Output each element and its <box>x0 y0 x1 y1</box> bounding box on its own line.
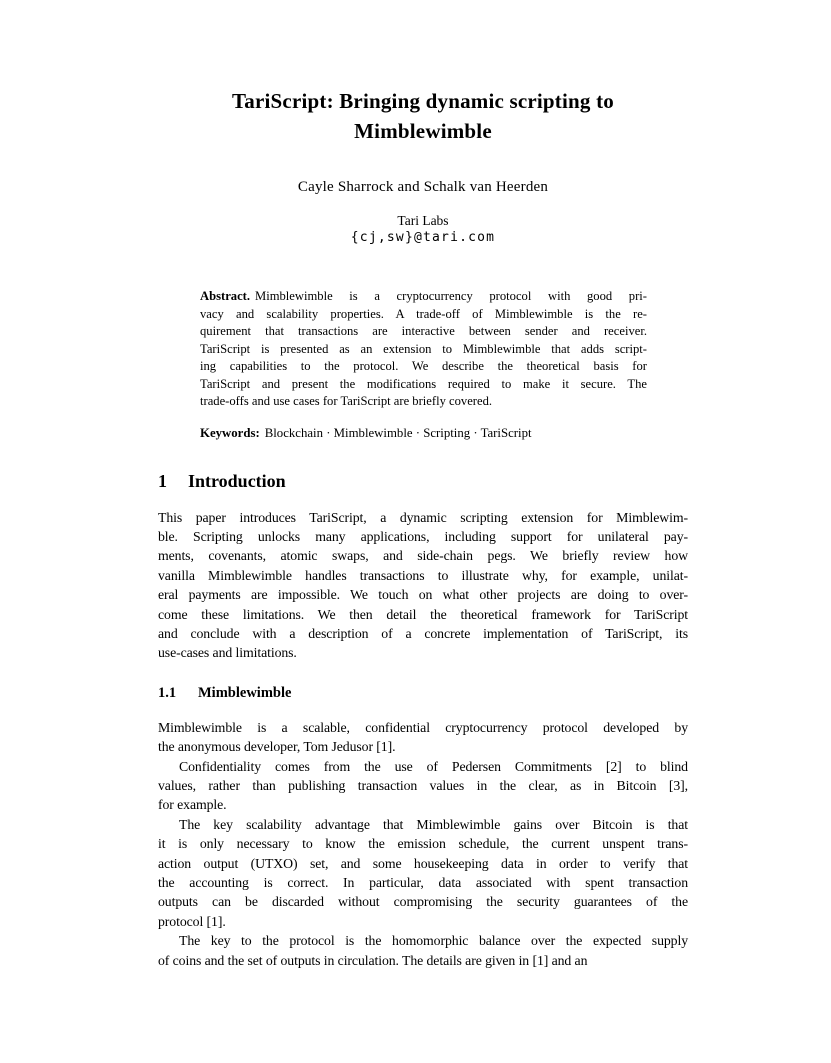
paragraph-line: eral payments are impossible. We touch on what other projects are doing to over- <box>158 587 688 603</box>
paragraph-line: outputs can be discarded without compromising the security guarantees of the <box>158 894 688 910</box>
subsection-body-mimblewimble <box>158 718 688 970</box>
paragraph-line: TariScript and present the modifications required to make it secure. The <box>200 376 647 391</box>
section-title: Introduction <box>188 470 286 491</box>
paper-title-line: Mimblewimble <box>354 119 492 143</box>
paragraph-line: it is only necessary to know the emission schedule, the current unspent trans- <box>158 836 688 852</box>
paragraph-line: and conclude with a description of a concrete implementation of TariScript, its <box>158 625 688 641</box>
paragraph-line: TariScript is presented as an extension to Mimblewimble that adds script- <box>200 341 647 356</box>
paragraph-line: The key to the protocol is the homomorphic balance over the expected supply <box>179 933 688 949</box>
subsection-number: 1.1 <box>158 684 177 701</box>
authors: Cayle Sharrock and Schalk van Heerden <box>297 179 549 195</box>
paragraph-line: The key scalability advantage that Mimblewimble gains over Bitcoin is that <box>179 816 688 832</box>
paragraph-line: Mimblewimble is a scalable, confidential cryptocurrency protocol developed by <box>158 719 688 735</box>
paragraph-line: the accounting is correct. In particular, data associated with spent transaction <box>158 875 688 890</box>
paragraph-line: ble. Scripting unlocks many applications, including support for unilateral pay- <box>158 528 688 544</box>
section-number: 1 <box>158 470 167 491</box>
paragraph-line: values, rather than publishing transaction values in the clear, as in Bitcoin [3], <box>158 777 688 793</box>
paragraph-label: Abstract. <box>200 289 251 303</box>
abstract <box>200 288 647 411</box>
paragraph-line: ments, covenants, atomic swaps, and side-chain pegs. We briefly review how <box>158 548 688 564</box>
paragraph-line: Abstract. Mimblewimble is a cryptocurrency protocol with good pri- <box>200 289 647 303</box>
paper-title-line: TariScript: Bringing dynamic scripting to <box>232 89 614 113</box>
paragraph-line: use-cases and limitations. <box>158 645 297 661</box>
paragraph-line: vacy and scalability properties. A trade-off of Mimblewimble is the re- <box>200 306 647 321</box>
paragraph-line: trade-offs and use cases for TariScript are briefly covered. <box>200 394 493 408</box>
section-heading-introduction <box>158 469 688 493</box>
paragraph-line: for example. <box>158 797 227 813</box>
keywords-label: Keywords: <box>200 425 260 440</box>
paragraph-line: come these limitations. We then detail the theoretical framework for TariScript <box>158 606 688 622</box>
paragraph-line: Confidentiality comes from the use of Pedersen Commitments [2] to blind <box>179 758 688 774</box>
paper-title <box>158 86 688 146</box>
affiliation: Tari Labs <box>397 213 449 228</box>
keywords-text: Blockchain · Mimblewimble · Scripting · TariScript <box>264 425 532 440</box>
text-column <box>158 0 688 970</box>
section-body-introduction <box>158 508 688 663</box>
keywords <box>200 425 647 442</box>
paragraph-line: ing capabilities to the protocol. We describe the theoretical basis for <box>200 359 647 373</box>
subsection-heading-mimblewimble <box>158 683 688 703</box>
paragraph-line: of coins and the set of outputs in circulation. The details are given in [1] and an <box>158 952 588 968</box>
paragraph-line: vanilla Mimblewimble handles transactions to illustrate why, for example, unilat- <box>158 567 688 583</box>
email: {cj,sw}@tari.com <box>350 230 496 245</box>
paragraph-line: protocol [1]. <box>158 913 226 929</box>
paragraph-line: action output (UTXO) set, and some housekeeping data in order to verify that <box>158 855 688 871</box>
subsection-title: Mimblewimble <box>198 684 292 701</box>
paragraph-line: quirement that transactions are interactive between sender and receiver. <box>200 324 647 338</box>
paragraph-line: This paper introduces TariScript, a dynamic scripting extension for Mimblewim- <box>158 509 688 525</box>
paragraph-line: the anonymous developer, Tom Jedusor [1]. <box>158 739 396 755</box>
